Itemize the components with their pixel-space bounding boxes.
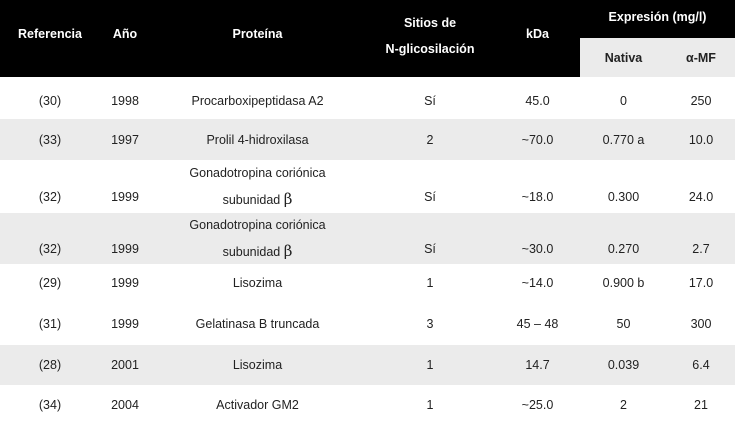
- cell-nativa: 0.039: [607, 358, 640, 372]
- cell-protein-line1: Gonadotropina coriónica: [189, 166, 326, 180]
- cell-kda: 45.0: [525, 94, 550, 108]
- cell-protein: [150, 160, 365, 213]
- table-row: [0, 302, 735, 345]
- header-kda: kDa: [526, 27, 549, 41]
- table-header: [0, 0, 735, 77]
- cell-amf: 2.7: [692, 241, 710, 256]
- cell-kda: ~25.0: [521, 398, 554, 412]
- cell-sites: 1: [426, 276, 434, 290]
- cell-year: 2004: [111, 398, 139, 412]
- cell-year: 1997: [111, 132, 139, 147]
- cell-ref: (31): [38, 316, 62, 331]
- cell-nativa: 2: [620, 398, 627, 412]
- cell-kda: ~70.0: [521, 132, 554, 147]
- cell-protein: Prolil 4-hidroxilasa: [206, 132, 309, 147]
- cell-year: 1999: [111, 189, 139, 204]
- table-row: [0, 119, 735, 160]
- cell-amf: 10.0: [688, 132, 714, 147]
- header-nativa: Nativa: [580, 38, 667, 77]
- cell-amf: 21: [694, 398, 708, 412]
- cell-protein: Lisozima: [232, 358, 283, 372]
- cell-protein: Gelatinasa B truncada: [195, 316, 320, 331]
- cell-sites: 1: [426, 398, 434, 412]
- cell-sites: Sí: [424, 241, 436, 256]
- header-amf: α-MF: [667, 38, 735, 77]
- header-sitios: [365, 10, 495, 62]
- cell-nativa: 0: [620, 94, 627, 108]
- cell-protein: Procarboxipeptidasa A2: [191, 94, 324, 108]
- cell-year: 1999: [111, 241, 139, 256]
- cell-year: 1999: [111, 316, 139, 331]
- cell-protein: [150, 213, 365, 264]
- cell-amf: 250: [690, 94, 712, 108]
- cell-ref: (32): [38, 241, 62, 256]
- cell-protein-line1: Gonadotropina coriónica: [189, 218, 326, 232]
- cell-ref: (32): [38, 189, 62, 204]
- header-referencia: Referencia: [18, 27, 82, 41]
- cell-protein-subunit: subunidad: [222, 245, 281, 259]
- cell-kda: ~30.0: [521, 241, 554, 256]
- cell-year: 1998: [111, 94, 139, 108]
- cell-kda: ~14.0: [521, 276, 554, 290]
- table-row: [0, 264, 735, 302]
- cell-ref: (34): [38, 398, 62, 412]
- cell-ref: (33): [38, 132, 62, 147]
- cell-sites: 2: [426, 132, 434, 147]
- beta-symbol: β: [283, 190, 293, 208]
- cell-kda: 45 – 48: [516, 316, 559, 331]
- cell-ref: (29): [38, 276, 62, 290]
- cell-nativa: 0.770 a: [602, 132, 645, 147]
- header-sitios-line2: N-glicosilación: [385, 42, 475, 56]
- table-row: [0, 385, 735, 425]
- cell-protein-subunit: subunidad: [222, 193, 281, 207]
- table-row: [0, 345, 735, 385]
- header-expresion: Expresión (mg/l): [608, 10, 707, 24]
- cell-protein-line2: [223, 186, 293, 213]
- cell-protein: Activador GM2: [216, 398, 299, 412]
- cell-protein: Lisozima: [232, 276, 283, 290]
- cell-amf: 17.0: [688, 276, 714, 290]
- cell-nativa: 0.270: [607, 241, 640, 256]
- header-proteina: Proteína: [232, 27, 283, 41]
- table-row: [0, 83, 735, 119]
- table-row: [0, 213, 735, 264]
- cell-sites: Sí: [424, 94, 436, 108]
- cell-amf: 300: [690, 316, 712, 331]
- cell-sites: 3: [426, 316, 434, 331]
- header-sitios-line1: Sitios de: [403, 16, 457, 30]
- cell-year: 1999: [111, 276, 139, 290]
- cell-sites: 1: [426, 358, 434, 372]
- cell-amf: 24.0: [688, 189, 714, 204]
- cell-nativa: 0.900 b: [602, 276, 645, 290]
- header-anio: Año: [112, 27, 138, 41]
- cell-ref: (28): [38, 358, 62, 372]
- cell-year: 2001: [111, 358, 139, 372]
- cell-kda: 14.7: [525, 358, 550, 372]
- cell-ref: (30): [38, 94, 62, 108]
- cell-nativa: 50: [616, 316, 631, 331]
- cell-sites: Sí: [424, 189, 436, 204]
- table-row: [0, 160, 735, 213]
- cell-kda: ~18.0: [521, 189, 554, 204]
- cell-amf: 6.4: [692, 358, 710, 372]
- beta-symbol: β: [283, 242, 293, 260]
- cell-nativa: 0.300: [607, 189, 640, 204]
- cell-protein-line2: [223, 238, 293, 265]
